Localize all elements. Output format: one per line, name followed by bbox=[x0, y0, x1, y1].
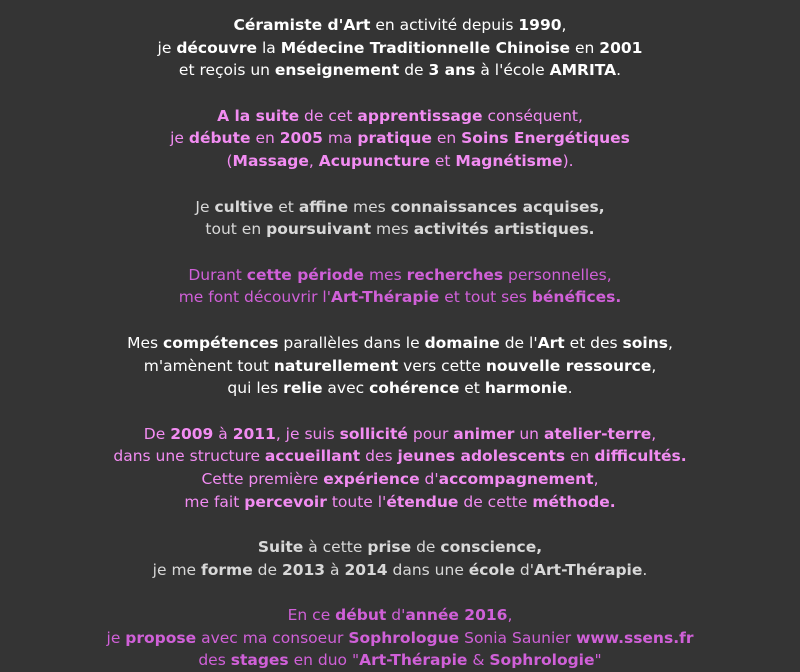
text-line bbox=[0, 377, 800, 400]
bold-segment: étendue bbox=[386, 492, 459, 511]
bold-segment: Magnétisme bbox=[455, 151, 563, 170]
bold-segment: accompagnement bbox=[438, 469, 594, 488]
text-segment: ). bbox=[562, 151, 574, 170]
text-line bbox=[0, 127, 800, 150]
text-line bbox=[0, 59, 800, 82]
text-segment: De bbox=[143, 424, 171, 443]
text-line bbox=[0, 332, 800, 355]
bold-segment: cultive bbox=[214, 197, 274, 216]
text-line bbox=[0, 536, 800, 559]
text-segment: , bbox=[667, 333, 673, 352]
text-segment: de cet bbox=[299, 106, 358, 125]
bold-segment: domaine bbox=[424, 333, 500, 352]
text-segment: et bbox=[429, 151, 456, 170]
text-segment: tout en bbox=[205, 220, 267, 239]
text-segment: des bbox=[360, 447, 398, 466]
text-segment: des bbox=[198, 651, 231, 670]
bold-segment: début bbox=[335, 606, 387, 625]
paragraph-6 bbox=[0, 423, 800, 513]
bold-segment: école bbox=[468, 560, 515, 579]
text-segment: En ce bbox=[287, 606, 336, 625]
bold-segment: prise bbox=[367, 538, 412, 557]
bold-segment: 1990 bbox=[518, 16, 562, 34]
bold-segment: apprentissage bbox=[357, 106, 483, 125]
bold-segment: connaissances acquises, bbox=[390, 197, 605, 216]
bold-segment: cohérence bbox=[369, 379, 460, 398]
bold-segment: relie bbox=[283, 379, 323, 398]
bold-segment: Soins Energétiques bbox=[461, 129, 630, 148]
text-segment: mes bbox=[371, 220, 414, 239]
bold-segment: 2014 bbox=[344, 560, 388, 579]
bold-segment: forme bbox=[201, 560, 253, 579]
text-segment: qui les bbox=[227, 379, 284, 398]
text-line bbox=[0, 105, 800, 128]
bold-segment: débute bbox=[188, 129, 251, 148]
bold-segment: stages bbox=[230, 651, 289, 670]
paragraph-7 bbox=[0, 536, 800, 581]
text-segment: et bbox=[273, 197, 299, 216]
text-segment: , bbox=[651, 424, 657, 443]
bold-segment: Sophrologue bbox=[348, 628, 460, 647]
bold-segment: Médecine Traditionnelle Chinoise bbox=[280, 38, 571, 57]
bold-segment: découvre bbox=[176, 38, 258, 57]
text-line bbox=[0, 491, 800, 514]
text-segment: d' bbox=[419, 469, 439, 488]
paragraph-8 bbox=[0, 604, 800, 672]
text-segment: Sonia Saunier bbox=[459, 628, 577, 647]
text-segment: conséquent, bbox=[482, 106, 583, 125]
text-segment: . bbox=[616, 61, 622, 80]
bold-segment: 2005 bbox=[279, 129, 323, 148]
text-segment: personnelles, bbox=[503, 265, 612, 284]
bold-segment: 2001 bbox=[599, 38, 643, 57]
text-line bbox=[0, 559, 800, 582]
text-segment: toute l' bbox=[326, 492, 387, 511]
text-segment: et des bbox=[564, 333, 623, 352]
bold-segment: cette période bbox=[246, 265, 365, 284]
text-segment: je bbox=[157, 38, 177, 57]
bold-segment: Art bbox=[537, 333, 565, 352]
bold-segment: Art-Thérapie bbox=[330, 288, 440, 307]
text-segment: m'amènent tout bbox=[143, 356, 274, 375]
text-segment: de bbox=[411, 538, 441, 557]
text-segment: , bbox=[308, 151, 319, 170]
bold-segment: percevoir bbox=[244, 492, 327, 511]
text-segment: je me bbox=[152, 560, 202, 579]
text-line bbox=[0, 14, 800, 37]
bold-segment: atelier-terre bbox=[543, 424, 652, 443]
bold-segment: difficultés. bbox=[594, 447, 687, 466]
bold-segment: Art-Thérapie bbox=[359, 651, 468, 670]
bold-segment: bénéfices. bbox=[531, 288, 622, 307]
bold-segment: poursuivant bbox=[266, 220, 372, 239]
bold-segment: www.ssens.fr bbox=[576, 628, 694, 647]
text-segment: et bbox=[459, 379, 485, 398]
bold-segment: conscience, bbox=[440, 538, 543, 557]
text-segment: dans une bbox=[387, 560, 469, 579]
text-segment: , bbox=[593, 469, 599, 488]
bold-segment: Céramiste d'Art bbox=[233, 16, 371, 34]
bold-segment: Massage bbox=[232, 151, 309, 170]
text-line bbox=[0, 627, 800, 650]
paragraph-1 bbox=[0, 14, 800, 82]
bold-segment: pratique bbox=[357, 129, 432, 148]
text-segment: parallèles dans le bbox=[278, 333, 425, 352]
text-segment: en bbox=[250, 129, 280, 148]
bold-segment: 2011 bbox=[232, 424, 276, 443]
bold-segment: recherches bbox=[406, 265, 504, 284]
text-segment: vers cette bbox=[398, 356, 486, 375]
text-segment: & bbox=[467, 651, 490, 670]
text-line bbox=[0, 196, 800, 219]
text-segment: ma bbox=[322, 129, 358, 148]
text-segment: . bbox=[567, 379, 573, 398]
text-line bbox=[0, 423, 800, 446]
bold-segment: Art-Thérapie bbox=[534, 560, 643, 579]
text-segment: dans une structure bbox=[113, 447, 265, 466]
text-line bbox=[0, 150, 800, 173]
bold-segment: jeunes adolescents bbox=[397, 447, 566, 466]
text-segment: avec bbox=[322, 379, 370, 398]
text-segment: , je suis bbox=[275, 424, 340, 443]
text-segment: me fait bbox=[184, 492, 245, 511]
text-line bbox=[0, 264, 800, 287]
text-line bbox=[0, 218, 800, 241]
text-line bbox=[0, 445, 800, 468]
bold-segment: animer bbox=[453, 424, 515, 443]
text-segment: la bbox=[257, 38, 281, 57]
bold-segment: naturellement bbox=[273, 356, 399, 375]
bold-segment: accueillant bbox=[264, 447, 361, 466]
bold-segment: compétences bbox=[163, 333, 279, 352]
text-line bbox=[0, 37, 800, 60]
text-segment: . bbox=[642, 560, 648, 579]
text-segment: à cette bbox=[303, 538, 368, 557]
paragraph-3 bbox=[0, 196, 800, 241]
text-segment: en duo " bbox=[288, 651, 360, 670]
text-segment: , bbox=[561, 16, 567, 34]
text-segment: mes bbox=[348, 197, 391, 216]
text-segment: Durant bbox=[188, 265, 247, 284]
text-line bbox=[0, 468, 800, 491]
bold-segment: méthode. bbox=[532, 492, 616, 511]
bold-segment: propose bbox=[125, 628, 197, 647]
bold-segment: activités artistiques. bbox=[413, 220, 595, 239]
bold-segment: Suite bbox=[257, 538, 304, 557]
text-segment: de bbox=[252, 560, 282, 579]
text-line bbox=[0, 355, 800, 378]
text-segment: en bbox=[565, 447, 595, 466]
bold-segment: 2013 bbox=[281, 560, 326, 579]
text-segment: Je bbox=[195, 197, 215, 216]
bold-segment: A la suite bbox=[217, 106, 300, 125]
text-segment: en bbox=[570, 38, 600, 57]
bold-segment: Sophrologie bbox=[489, 651, 595, 670]
text-segment: pour bbox=[407, 424, 454, 443]
text-segment: avec ma consoeur bbox=[196, 628, 349, 647]
text-segment: d' bbox=[386, 606, 406, 625]
bold-segment: Acupuncture bbox=[318, 151, 430, 170]
text-segment: je bbox=[106, 628, 126, 647]
bold-segment: nouvelle ressource bbox=[485, 356, 652, 375]
bold-segment: sollicité bbox=[339, 424, 408, 443]
text-segment: de l' bbox=[499, 333, 538, 352]
text-line bbox=[0, 604, 800, 627]
text-line bbox=[0, 286, 800, 309]
paragraph-5 bbox=[0, 332, 800, 400]
bold-segment: 2009 bbox=[170, 424, 214, 443]
bold-segment: enseignement bbox=[274, 61, 400, 80]
text-segment: " bbox=[594, 651, 602, 670]
bold-segment: expérience bbox=[323, 469, 420, 488]
text-segment: , bbox=[507, 606, 513, 625]
paragraph-2 bbox=[0, 105, 800, 173]
text-segment: ( bbox=[226, 151, 233, 170]
text-segment: je bbox=[170, 129, 189, 148]
paragraph-4 bbox=[0, 264, 800, 309]
text-segment: à bbox=[325, 560, 345, 579]
text-segment: Cette première bbox=[201, 469, 324, 488]
bold-segment: AMRITA bbox=[549, 61, 617, 80]
text-segment: , bbox=[651, 356, 657, 375]
text-segment: en bbox=[431, 129, 462, 148]
bold-segment: année 2016 bbox=[405, 606, 508, 625]
text-segment: et reçois un bbox=[178, 61, 275, 80]
bold-segment: 3 ans bbox=[428, 61, 476, 80]
text-segment: d' bbox=[514, 560, 535, 579]
bold-segment: affine bbox=[298, 197, 349, 216]
bold-segment: harmonie bbox=[484, 379, 568, 398]
text-segment: Mes bbox=[127, 333, 164, 352]
text-segment: à l'école bbox=[475, 61, 550, 80]
text-segment: et tout ses bbox=[439, 288, 532, 307]
bold-segment: soins bbox=[622, 333, 668, 352]
text-line bbox=[0, 649, 800, 672]
text-segment: un bbox=[514, 424, 544, 443]
text-segment: de bbox=[399, 61, 429, 80]
text-segment: mes bbox=[364, 265, 407, 284]
text-segment: me font découvrir l' bbox=[178, 288, 331, 307]
text-segment: de cette bbox=[458, 492, 533, 511]
text-segment: à bbox=[213, 424, 233, 443]
text-segment: en activité depuis bbox=[370, 16, 519, 34]
